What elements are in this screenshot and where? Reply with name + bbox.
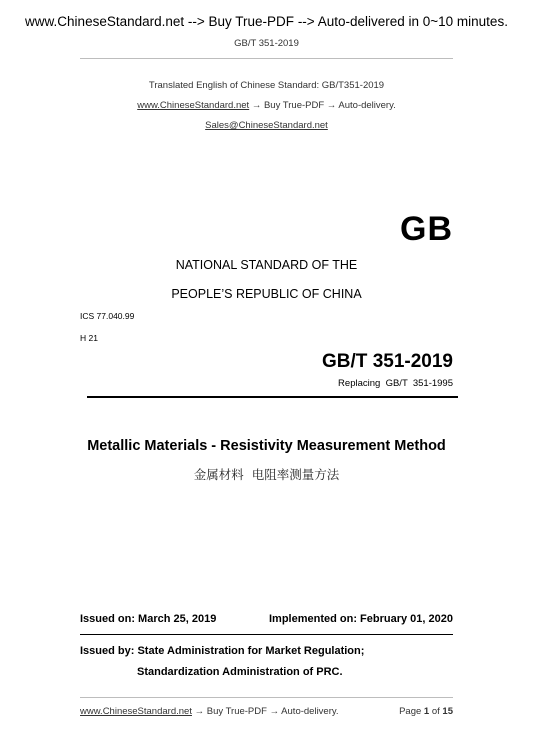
- notice-email-row: [0, 120, 533, 131]
- standard-number: GB/T 351-2019: [322, 351, 453, 372]
- title-chinese: 金属材料 电阻率测量方法: [193, 467, 340, 482]
- ccs-code: H 21: [80, 333, 98, 343]
- implemented-on: Implemented on: February 01, 2020: [268, 613, 453, 625]
- banner-separator: -->: [294, 14, 318, 29]
- notice-link-rest: → Buy True-PDF → Auto-delivery.: [249, 100, 396, 111]
- national-standard-line2: PEOPLE’S REPUBLIC OF CHINA: [171, 287, 362, 301]
- gb-logo: GB: [400, 210, 453, 248]
- issued-by-line1: Issued by: State Administration for Market Regulation;: [80, 645, 365, 657]
- translation-links: [0, 100, 533, 111]
- national-standard-line1: NATIONAL STANDARD OF THE: [175, 258, 358, 272]
- footer-link-rest: → Buy True-PDF → Auto-delivery.: [191, 706, 339, 717]
- banner-delivery-text: Auto-delivered in 0~10 minutes.: [317, 14, 508, 29]
- page-indicator: [399, 706, 453, 717]
- title-english: Metallic Materials - Resistivity Measurement Method: [87, 438, 446, 454]
- banner-buy-link[interactable]: Buy True-PDF: [208, 14, 295, 29]
- header-divider: [80, 58, 453, 59]
- title-divider: [87, 396, 458, 398]
- banner-site-link[interactable]: www.ChineseStandard.net: [25, 14, 185, 29]
- footer-links: [80, 706, 339, 717]
- translation-notice: Translated English of Chinese Standard: GB/T351-2019: [148, 80, 385, 91]
- replacing-text: Replacing GB/T 351-1995: [338, 378, 453, 389]
- top-banner: [0, 14, 533, 29]
- issued-on: Issued on: March 25, 2019: [80, 613, 217, 625]
- notice-site-link[interactable]: www.ChineseStandard.net: [137, 100, 250, 111]
- page-current: 1: [423, 706, 430, 717]
- issued-by-line2: Standardization Administration of PRC.: [137, 666, 343, 678]
- footer-divider: [80, 697, 453, 698]
- banner-separator: -->: [184, 14, 209, 29]
- footer-site-link[interactable]: www.ChineseStandard.net: [80, 706, 192, 717]
- page-of: of: [431, 706, 440, 717]
- page-total: 15: [442, 706, 453, 717]
- running-header: GB/T 351-2019: [234, 38, 299, 49]
- dates-divider: [80, 634, 453, 635]
- notice-email-link[interactable]: Sales@ChineseStandard.net: [205, 120, 328, 131]
- ics-code: ICS 77.040.99: [80, 311, 135, 321]
- page-label: Page: [399, 706, 422, 717]
